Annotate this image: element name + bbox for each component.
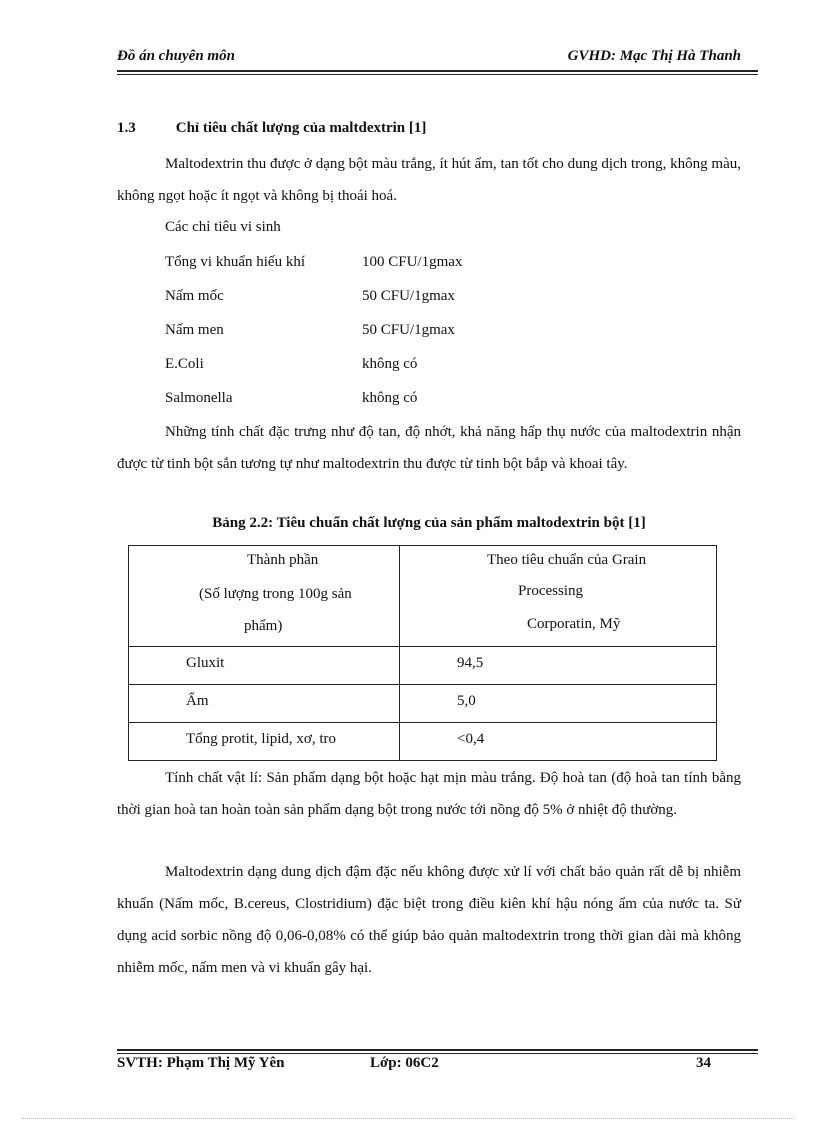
footer-student: SVTH: Phạm Thị Mỹ Yên	[117, 1055, 285, 1071]
micro-item-value: 50 CFU/1gmax	[362, 288, 455, 304]
section-number: 1.3	[117, 120, 136, 136]
table-row	[129, 647, 717, 685]
row-value: 5,0	[457, 693, 476, 709]
micro-item-value: 50 CFU/1gmax	[362, 322, 455, 338]
header-col2-line: Corporatin, Mỹ	[527, 616, 621, 632]
table-header-row	[129, 546, 717, 647]
micro-item-value: 100 CFU/1gmax	[362, 254, 463, 270]
micro-item-name: Nấm mốc	[165, 288, 224, 304]
quality-table	[128, 545, 717, 761]
row-value: <0,4	[457, 731, 485, 747]
physical-paragraph: Tính chất vật lí: Sản phẩm dạng bột hoặc hạt mịn màu trắng. Độ hoà tan (độ hoà tan tính bằng thời gian hoà tan hoàn toàn sản phẩm dạng bột trong nước tới nồng độ 5% ở nhiệt độ thường.	[117, 770, 741, 818]
header-col2-line: Processing	[518, 583, 583, 599]
micro-item-name: Nấm men	[165, 322, 224, 338]
page-edge	[22, 1118, 794, 1119]
header-col2-line: Theo tiêu chuẩn của Grain	[487, 552, 647, 568]
micro-item-name: Tổng vi khuẩn hiếu khí	[165, 254, 305, 270]
page-footer	[117, 1055, 741, 1075]
section-heading	[117, 120, 741, 137]
header-col1-line: Thành phần	[247, 552, 319, 568]
section-title: Chỉ tiêu chất lượng của maltdextrin [1]	[175, 120, 427, 136]
table-row	[129, 723, 717, 761]
footer-divider	[117, 1049, 758, 1054]
table-caption: Bảng 2.2: Tiêu chuẩn chất lượng của sản phẩm maltodextrin bột [1]	[212, 515, 646, 531]
row-name: Ẩm	[186, 693, 209, 709]
row-name: Gluxit	[186, 655, 225, 671]
header-supervisor: GVHD: Mạc Thị Hà Thanh	[567, 48, 741, 64]
micro-item-name: Salmonella	[165, 390, 233, 406]
header-col1-line: phẩm)	[244, 618, 283, 634]
row-name: Tổng protit, lipid, xơ, tro	[186, 731, 337, 747]
micro-heading: Các chỉ tiêu vi sinh	[165, 219, 281, 235]
table-header-cell	[400, 546, 717, 647]
micro-item-value: không có	[362, 356, 418, 372]
header-divider	[117, 70, 758, 75]
page-header	[117, 48, 741, 68]
table-header-cell	[129, 546, 400, 647]
footer-class: Lớp: 06C2	[370, 1055, 439, 1071]
page-number: 34	[696, 1055, 711, 1071]
properties-paragraph: Những tính chất đặc trưng như độ tan, độ nhớt, khả năng hấp thụ nước của maltodextrin nhận được từ tinh bột sắn tương tự như maltodextrin thu được từ tinh bột bắp và khoai tây.	[117, 424, 741, 472]
header-col1-line: (Số lượng trong 100g sản	[199, 586, 352, 602]
table-row	[129, 685, 717, 723]
storage-paragraph: Maltodextrin dạng dung dịch đậm đặc nếu không được xử lí với chất bảo quản rất dễ bị nhiễm khuẩn (Nấm mốc, B.cereus, Clostridium) đặc biệt trong điều kiên khí hậu nóng ẩm của nước ta. Sử dụng acid sorbic nồng độ 0,06-0,08% có thể giúp bảo quản maltodextrin trong thời gian dài mà không nhiễm mốc, nấm men và vi khuẩn gây hại.	[117, 864, 741, 976]
intro-paragraph: Maltodextrin thu được ở dạng bột màu trắng, ít hút ẩm, tan tốt cho dung dịch trong, không màu, không ngọt hoặc ít ngọt và không bị thoái hoá.	[117, 156, 741, 204]
micro-item-value: không có	[362, 390, 418, 406]
micro-item-name: E.Coli	[165, 356, 204, 372]
row-value: 94,5	[457, 655, 484, 671]
header-document-title: Đồ án chuyên môn	[117, 48, 235, 64]
